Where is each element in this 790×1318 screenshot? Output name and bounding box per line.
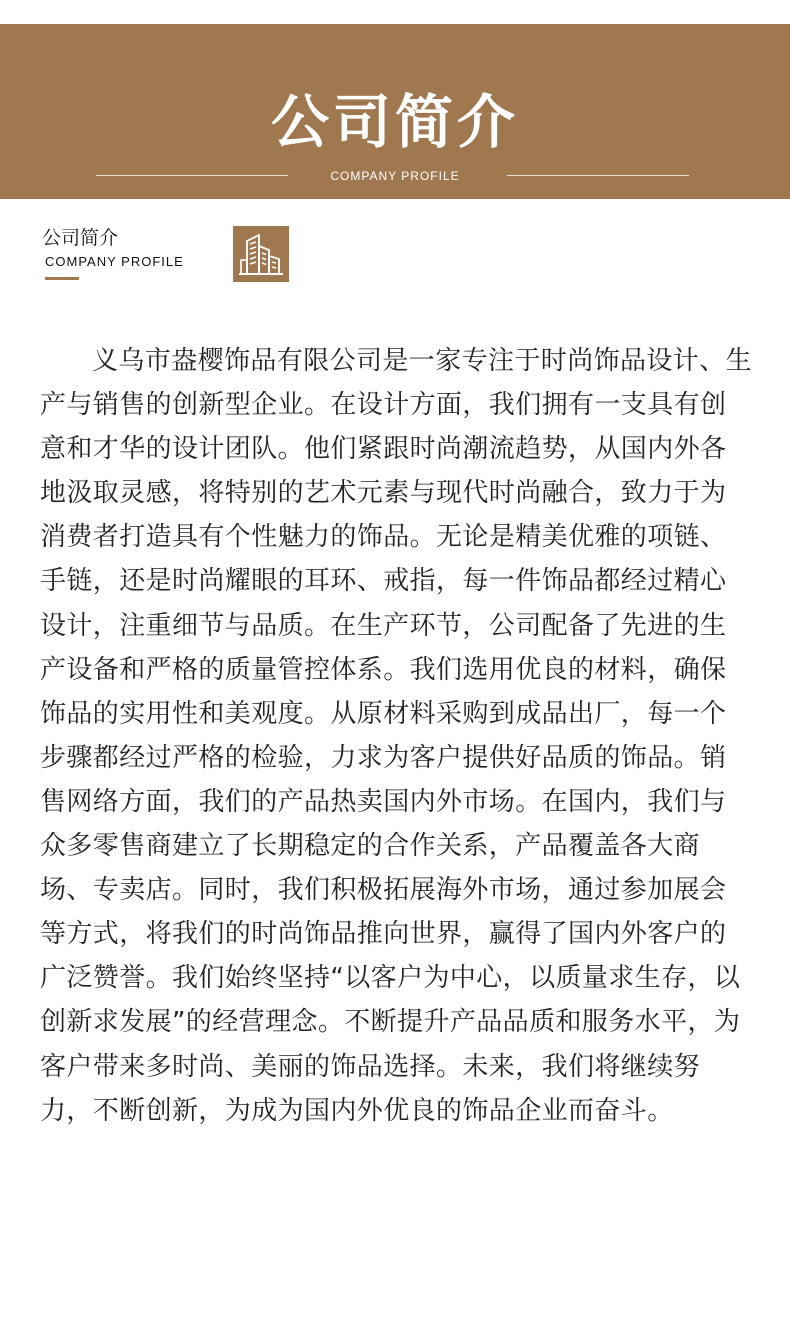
company-description: 义乌市盎樱饰品有限公司是一家专注于时尚饰品设计、生产与销售的创新型企业。在设计方面，我们拥有一支具有创意和才华的设计团队。他们紧跟时尚潮流趋势，从国内外各地汲取灵感，将特别的艺术元素与现代时尚融合，致力于为消费者打造具有个性魅力的饰品。无论是精美优雅的项链、手链，还是时尚耀眼的耳环、戒指，每一件饰品都经过精心设计，注重细节与品质。在生产环节，公司配备了先进的生产设备和严格的质量管控体系。我们选用优良的材料，确保饰品的实用性和美观度。从原材料采购到成品出厂，每一个步骤都经过严格的检验，力求为客户提供好品质的饰品。销售网络方面，我们的产品热卖国内外市场。在国内，我们与众多零售商建立了长期稳定的合作关系，产品覆盖各大商场、专卖店。同时，我们积极拓展海外市场，通过参加展会等方式，将我们的时尚饰品推向世界，赢得了国内外客户的广泛赞誉。我们始终坚持“以客户为中心，以质量求生存，以创新求发展”的经营理念。不断提升产品品质和服务水平，为客户带来多时尚、美丽的饰品选择。未来，我们将继续努力，不断创新，为成为国内外优良的饰品企业而奋斗。 bbox=[40, 346, 753, 1126]
banner-subtitle: COMPANY PROFILE bbox=[330, 169, 460, 183]
header-banner bbox=[0, 24, 790, 199]
banner-title: 公司简介 bbox=[270, 88, 519, 156]
section-title: 公司简介 bbox=[42, 227, 119, 249]
section-underline bbox=[45, 277, 79, 280]
section-subtitle: COMPANY PROFILE bbox=[45, 254, 184, 269]
building-icon bbox=[233, 226, 289, 282]
banner-divider-right bbox=[507, 175, 689, 176]
